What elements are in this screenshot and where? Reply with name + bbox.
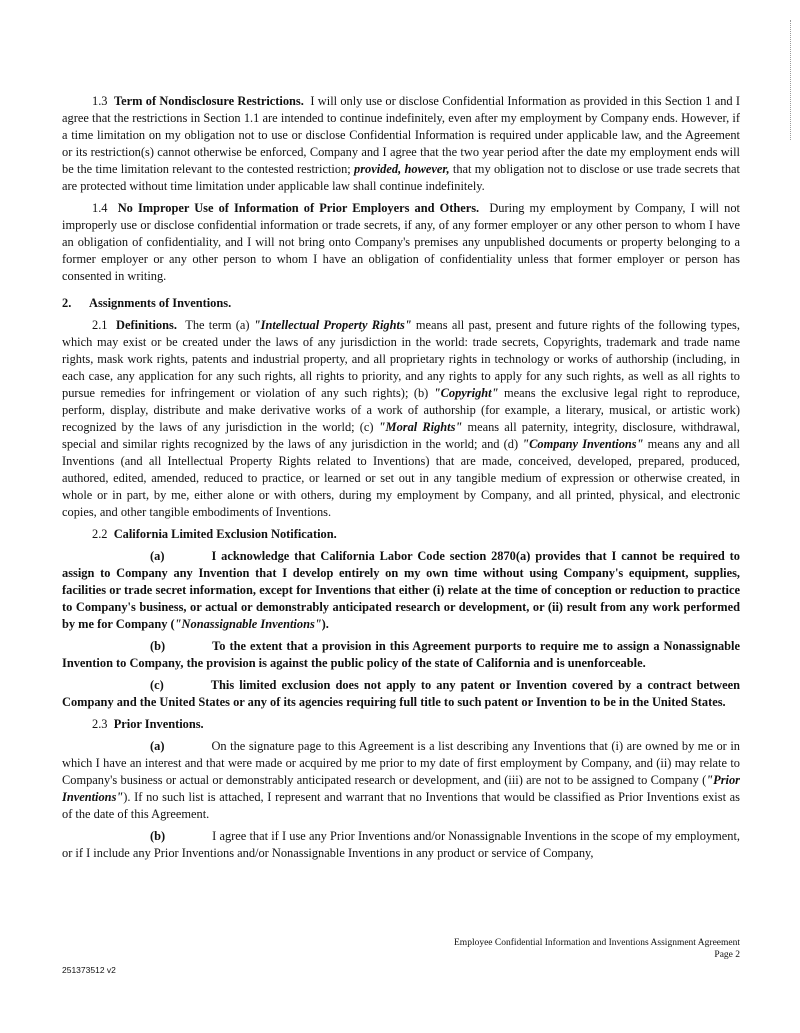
defined-term: "Copyright": [433, 386, 499, 400]
footer-doc-info: [454, 937, 740, 961]
footer-doc-title: Employee Confidential Information and Inventions Assignment Agreement: [454, 938, 740, 948]
clause-label: (a): [150, 739, 165, 753]
margin-scan-mark: [790, 20, 793, 140]
clause-label: (c): [150, 678, 164, 692]
paragraph-2-2-c: [62, 677, 740, 711]
section-number: 2.2: [92, 527, 108, 541]
section-heading: No Improper Use of Information of Prior Employers and Others.: [117, 201, 480, 215]
section-heading: Term of Nondisclosure Restrictions.: [114, 94, 304, 108]
paragraph-2-3-b: [62, 828, 740, 862]
paragraph-2-2-heading: [62, 526, 740, 543]
clause-text: On the signature page to this Agreement is a list describing any Inventions that (i) are owned by me or in which I have an interest and that were made or acquired by me prior to my date of first employment by Company, and (ii) may relate to Company's business or actual or demonstrably anticipated research or development, and (iii) are not to be assigned to Company (: [62, 739, 740, 787]
defined-term: "Moral Rights": [378, 420, 463, 434]
defined-term: "Intellectual Property Rights": [253, 318, 412, 332]
section-text: means any and all Inventions (and all Intellectual Property Rights related to Inventions) that are made, conceived, developed, prepared, produced, authored, edited, amended, reduced to practice, or learned or set out in any tangible medium of expression or otherwise created, in whole or in part, by me, either alone or with others, during my employment by Company, and all printed, physical, and electronic copies, and other tangible embodiments of Inventions.: [62, 437, 740, 519]
section-text: The term (a): [185, 318, 250, 332]
section-text: means all past, present and future rights of the following types, which may exist or be created under the laws of any jurisdiction in the world: trade secrets, Copyrights, trademark and trade name rights, mask work rights, patents and industrial property, and all proprietary rights in technology or works of authorship (including, in each case, any application for any such rights, all rights to priority, and any rights to apply for any such rights, as well as all rights to pursue remedies for infringement or violation of any such rights); (b): [62, 318, 740, 400]
section-heading: Prior Inventions.: [113, 717, 204, 731]
defined-term: "Company Inventions": [522, 437, 644, 451]
clause-text: To the extent that a provision in this Agreement purports to require me to assign a Nonassignable Invention to Company, the provision is against the public policy of the state of California and is unenforceable.: [62, 639, 740, 670]
section-text: I will only use or disclose Confidential Information as provided in this Section 1 and I agree that the restrictions in Section 1.1 are intended to continue indefinitely, even after my employment by Company ends. However, if a time limitation on my obligation not to use or disclose Confidential Information is required under applicable law, and the Agreement or its restriction(s) cannot otherwise be enforced, Company and I agree that the two year period after the date my employment ends will be the time limitation relevant to the contested restriction;: [62, 94, 741, 176]
section-heading: Assignments of Inventions.: [89, 296, 232, 310]
section-number: 1.3: [92, 94, 108, 108]
document-body: [62, 93, 740, 867]
section-heading: California Limited Exclusion Notification.: [113, 527, 337, 541]
paragraph-2-2-a: [62, 548, 740, 633]
clause-label: (b): [150, 829, 166, 843]
paragraph-2-3-a: [62, 738, 740, 823]
paragraph-2-2-b: [62, 638, 740, 672]
footer-doc-id: 251373512 v2: [62, 965, 116, 975]
paragraph-1-4: [62, 200, 740, 285]
footer-page-number: Page 2: [714, 950, 740, 960]
section-text: During my employment by Company, I will not improperly use or disclose confidential information or trade secrets, if any, of any former employer or any other person to whom I have an obligation of confidentiality, and I will not bring onto Company's premises any unpublished documents or property belonging to a former employer or any other person to whom I have an obligation of confidentiality unless that former employer or person has consented in writing.: [62, 201, 740, 283]
paragraph-1-3: [62, 93, 740, 195]
clause-label: (b): [150, 639, 166, 653]
section-text: means all paternity, integrity, disclosure, withdrawal, special and similar rights recognized by the laws of any jurisdiction in the world; and (d): [62, 420, 740, 451]
clause-text: ).: [321, 617, 329, 631]
clause-text: I acknowledge that California Labor Code section 2870(a) provides that I cannot be required to assign to Company any Invention that I develop entirely on my own time without using Company's equipment, supplies, facilities or trade secret information, except for Inventions that either (i) relate at the time of conception or reduction to practice to Company's business, or actual or demonstrably anticipated research or development, or (ii) result from any work performed by me for Company (: [62, 549, 740, 631]
section-text: that my obligation not to disclose or use trade secrets that are protected without time limitation under applicable law shall continue indefinitely.: [62, 162, 740, 193]
clause-label: (a): [150, 549, 165, 563]
defined-term: "Nonassignable Inventions": [174, 617, 322, 631]
clause-text: ). If no such list is attached, I represent and warrant that no Inventions that would be classified as Prior Inventions exist as of the date of this Agreement.: [62, 790, 740, 821]
section-text: means the exclusive legal right to reproduce, perform, display, distribute and make derivative works of a work of authorship (for example, a literary, musical, or artistic work) recognized by the laws of any jurisdiction in the world; (c): [62, 386, 741, 434]
defined-term: "Prior Inventions": [62, 773, 740, 804]
section-number: 2.: [62, 296, 72, 310]
section-number: 1.4: [92, 201, 108, 215]
paragraph-2-1: [62, 317, 740, 521]
section-number: 2.3: [92, 717, 108, 731]
section-number: 2.1: [92, 318, 108, 332]
emphasis-text: provided, however,: [354, 162, 450, 176]
section-2-heading: [62, 295, 740, 312]
clause-text: This limited exclusion does not apply to any patent or Invention covered by a contract between Company and the United States or any of its agencies requiring full title to such patent or Invention to be in the United States.: [62, 678, 740, 709]
paragraph-2-3-heading: [62, 716, 740, 733]
clause-text: I agree that if I use any Prior Inventions and/or Nonassignable Inventions in the scope of my employment, or if I include any Prior Inventions and/or Nonassignable Inventions in any product or service of Company,: [62, 829, 740, 860]
section-heading: Definitions.: [116, 318, 177, 332]
